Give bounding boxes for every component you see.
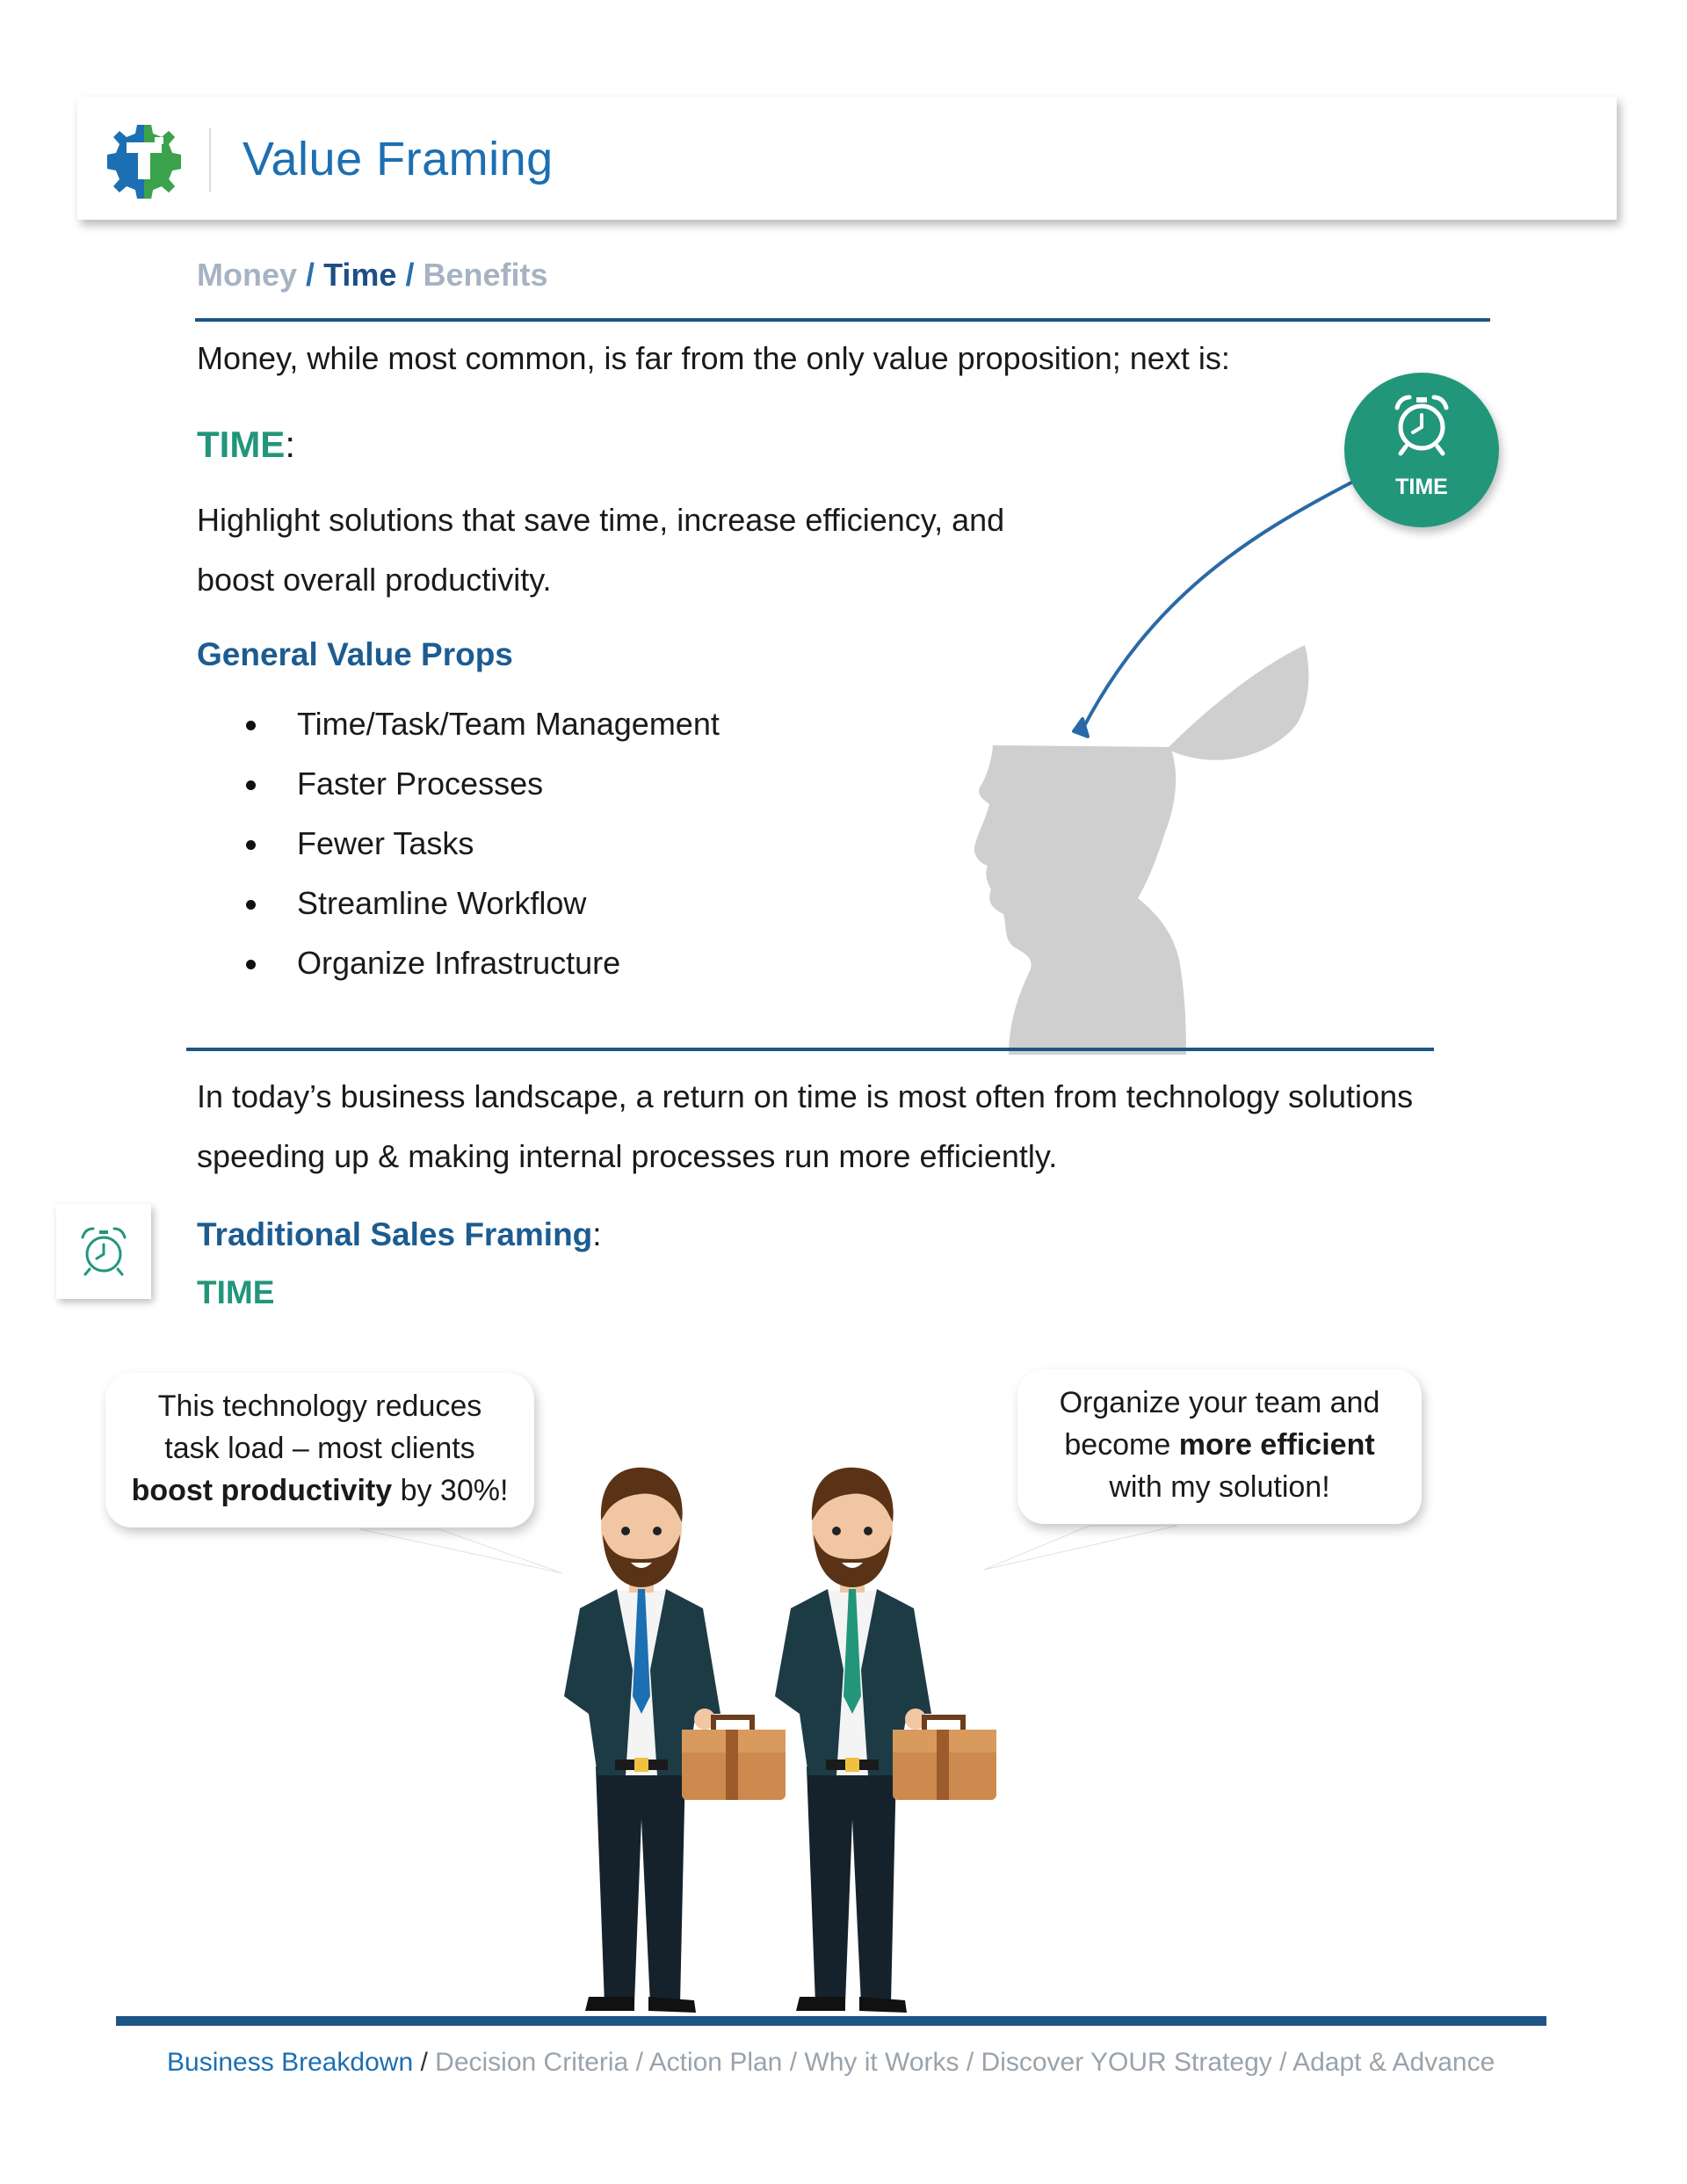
alarm-clock-icon	[77, 1225, 130, 1278]
bubble-left-line1: This technology reduces	[157, 1389, 482, 1423]
gear-t-logo-icon	[104, 121, 185, 202]
bubble-left-line2: task load – most clients	[164, 1432, 475, 1465]
footer-nav-business-breakdown[interactable]: Business Breakdown	[167, 2048, 414, 2077]
footer-navigation	[167, 2048, 1495, 2078]
footer-nav-decision-criteria[interactable]: Decision Criteria	[435, 2048, 629, 2077]
general-value-props-heading: General Value Props	[197, 636, 513, 672]
arrow-to-head	[1054, 466, 1371, 747]
page-title: Value Framing	[243, 133, 554, 185]
breadcrumb-money[interactable]: Money	[197, 257, 298, 293]
footer-nav-discover-strategy[interactable]: Discover YOUR Strategy	[981, 2048, 1272, 2077]
bubble-right-pre: become	[1064, 1428, 1179, 1462]
footer-nav-why-it-works[interactable]: Why it Works	[804, 2048, 959, 2077]
time-heading	[197, 424, 295, 466]
bubble-left-tail: by 30%!	[392, 1474, 509, 1507]
footer-nav-sep: /	[1271, 2048, 1293, 2077]
alarm-clock-icon	[1392, 394, 1452, 457]
section-rule-top	[195, 318, 1490, 322]
list-item: Fewer Tasks	[239, 814, 720, 874]
speech-bubble-left	[105, 1373, 534, 1527]
businessmen-illustration	[554, 1450, 1046, 2021]
highlight-text-1: Highlight solutions that save time, increase efficiency, and	[197, 502, 1005, 538]
breadcrumb	[197, 257, 548, 294]
landscape-text-1: In today’s business landscape, a return on time is most often from technology solutions	[197, 1078, 1414, 1114]
list-item: Organize Infrastructure	[239, 933, 720, 993]
list-item: Faster Processes	[239, 754, 720, 814]
breadcrumb-sep: /	[405, 257, 415, 293]
bubble-right-line1: Organize your team and	[1059, 1386, 1380, 1419]
time-heading-text: TIME	[197, 424, 286, 465]
value-props-list	[239, 694, 720, 993]
bubble-left-bold: boost productivity	[131, 1474, 393, 1507]
traditional-sales-heading	[197, 1216, 602, 1253]
header-card	[77, 97, 1617, 220]
intro-text: Money, while most common, is far from the only value proposition; next is:	[197, 340, 1230, 376]
footer-nav-action-plan[interactable]: Action Plan	[648, 2048, 783, 2077]
list-item: Time/Task/Team Management	[239, 694, 720, 754]
header-divider	[209, 128, 211, 192]
traditional-sales-heading-colon: :	[592, 1216, 602, 1252]
breadcrumb-sep: /	[306, 257, 315, 293]
speech-bubble-right	[1017, 1369, 1422, 1524]
time-heading-colon: :	[285, 424, 295, 465]
time-badge	[1344, 373, 1499, 527]
list-item: Streamline Workflow	[239, 874, 720, 933]
traditional-sales-heading-text: Traditional Sales Framing	[197, 1216, 593, 1252]
highlight-text-2: boost overall productivity.	[197, 562, 552, 598]
breadcrumb-time[interactable]: Time	[323, 257, 397, 293]
footer-nav-sep: /	[782, 2048, 805, 2077]
footer-nav-sep: /	[628, 2048, 649, 2077]
alarm-clock-card	[56, 1204, 151, 1299]
footer-bar	[116, 2016, 1546, 2026]
footer-nav-adapt-advance[interactable]: Adapt & Advance	[1292, 2048, 1495, 2077]
footer-nav-sep: /	[413, 2048, 436, 2077]
time-badge-label: TIME	[1395, 475, 1448, 499]
landscape-text-2: speeding up & making internal processes run more efficiently.	[197, 1138, 1058, 1174]
traditional-sales-sub: TIME	[197, 1274, 275, 1310]
footer-nav-sep: /	[959, 2048, 981, 2077]
bubble-right-line3: with my solution!	[1109, 1470, 1330, 1504]
breadcrumb-benefits[interactable]: Benefits	[423, 257, 548, 293]
section-rule-middle	[186, 1048, 1434, 1051]
bubble-right-bold: more efficient	[1178, 1428, 1375, 1462]
